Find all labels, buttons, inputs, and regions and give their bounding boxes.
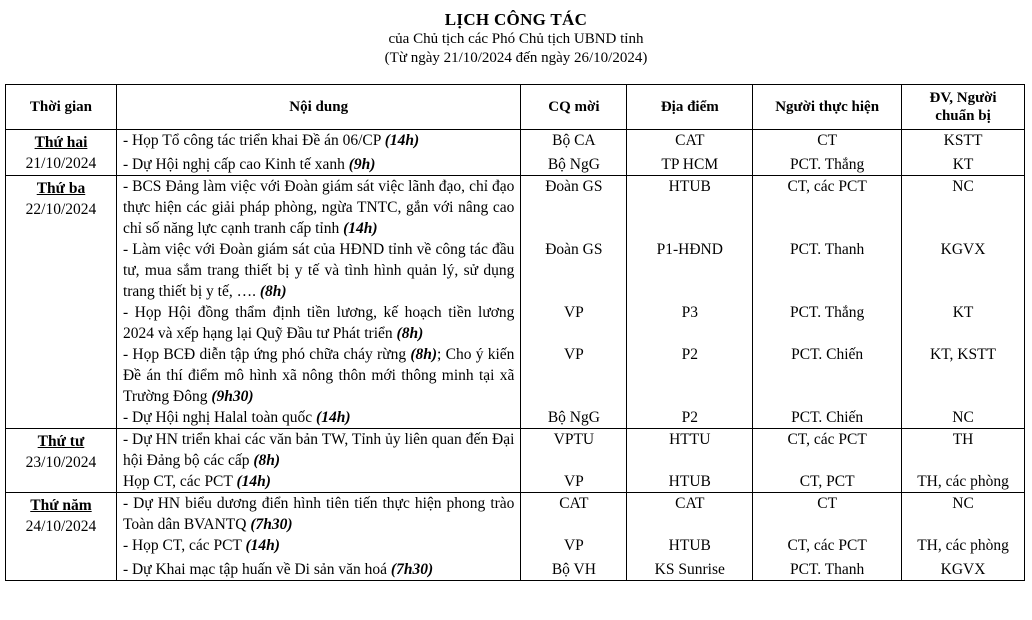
item-text: - Dự HN biểu dương điển hình tiên tiến thực hiện phong trào Toàn dân BVANTQ [122,495,515,533]
item-time: (8h) [253,452,281,469]
item-time: (14h) [245,537,280,554]
location-cell [627,493,753,581]
item-text-2: ; Cho ý kiến Đề án thí điểm mô hình xã nông thôn mới thông minh tại xã Trường Đông [122,346,515,405]
item-location: P3 [681,304,698,321]
item-text: - Dự Khai mạc tập huấn về Di sản văn hoá [122,561,391,578]
item-inviter: Bộ CA [552,132,596,149]
prep-cell [902,176,1025,429]
item-text: - BCS Đảng làm việc với Đoàn giám sát việc lãnh đạo, chỉ đạo thực hiện các giải pháp phòng, ngừa TNTC, gắn với nâng cao chỉ số năng lực cạnh tranh cấp tỉnh [122,178,515,237]
content-cell [116,493,520,581]
day-name: Thứ năm [30,497,92,514]
item-location: HTUB [668,537,711,554]
item-text: - Họp BCĐ diễn tập ứng phó chữa cháy rừng [122,346,411,363]
item-prep: NC [952,409,974,426]
item-text: - Họp Hội đồng thẩm định tiền lương, kế hoạch tiền lương 2024 và xếp hạng lại Quỹ Đầu tư Phát triển [122,304,515,342]
item-text: - Dự Hội nghị Halal toàn quốc [122,409,317,426]
location-cell [627,176,753,429]
item-prep: TH, các phòng [917,537,1009,554]
item-prep: TH [952,431,974,448]
inviter-cell [521,429,627,493]
inviter-cell [521,176,627,429]
document-subtitle: của Chủ tịch các Phó Chủ tịch UBND tỉnh [388,31,644,47]
day-date: 21/10/2024 [25,155,97,172]
document-date-range: (Từ ngày 21/10/2024 đến ngày 26/10/2024) [384,50,648,66]
item-location: CAT [675,495,705,512]
item-location: P2 [681,409,698,426]
inviter-cell [521,493,627,581]
day-cell [6,429,117,493]
item-location: CAT [675,132,705,149]
item-executor: CT, các PCT [787,537,867,554]
item-location: P1-HĐND [656,241,723,258]
item-inviter: VP [563,537,584,554]
item-prep: KGVX [940,561,986,578]
item-prep: TH, các phòng [917,473,1009,490]
item-inviter: Bộ NgG [547,156,600,173]
item-prep: KT [952,304,974,321]
content-cell [116,429,520,493]
col-header-inviter: CQ mời [521,85,627,130]
schedule-item [123,535,514,559]
item-location: KS Sunrise [654,561,725,578]
item-text: - Làm việc với Đoàn giám sát của HĐND tỉnh về công tác đầu tư, mua sắm trang thiết bị y tế và tình hình quản lý, sử dụng trang thiết bị y tế, …. [122,241,515,300]
item-location: HTUB [668,178,711,195]
item-executor: CT, các PCT [787,178,867,195]
item-time: (7h30) [250,516,293,533]
schedule-item [123,559,514,580]
item-executor: PCT. Thắng [789,304,865,321]
item-prep: NC [952,495,974,512]
day-cell [6,130,117,176]
document-title: LỊCH CÔNG TÁC [444,10,588,29]
item-time: (8h) [259,283,287,300]
item-inviter: VP [563,473,584,490]
item-time: (14h) [316,409,351,426]
item-inviter: VP [563,346,584,363]
item-text: - Họp Tổ công tác triển khai Đề án 06/CP [122,132,385,149]
item-prep: KGVX [940,241,986,258]
schedule-item [123,344,514,407]
item-executor: PCT. Chiến [791,409,864,426]
schedule-item [123,407,514,428]
item-executor: PCT. Thanh [789,241,865,258]
item-prep: KT, KSTT [930,346,997,363]
item-time: (14h) [236,473,271,490]
schedule-item [123,429,514,471]
item-time: (9h) [348,156,376,173]
document-header [0,0,1032,68]
schedule-item [123,302,514,344]
table-row [6,493,1025,581]
executor-cell [753,493,902,581]
item-inviter: Đoàn GS [545,241,603,258]
col-header-location: Địa điểm [627,85,753,130]
item-location: HTUB [668,473,711,490]
location-cell [627,130,753,176]
item-text: - Họp CT, các PCT [122,537,246,554]
col-header-content: Nội dung [116,85,520,130]
col-header-time: Thời gian [6,85,117,130]
content-cell [116,176,520,429]
item-executor: CT [817,495,838,512]
col-header-executor: Người thực hiện [753,85,902,130]
item-time-2: (9h30) [211,388,254,405]
item-executor: CT, các PCT [787,431,867,448]
item-executor: CT, PCT [799,473,855,490]
table-row [6,429,1025,493]
item-text: Họp CT, các PCT [122,473,237,490]
day-date: 24/10/2024 [25,518,97,535]
item-text: - Dự Hội nghị cấp cao Kinh tế xanh [122,156,349,173]
col-header-prep: ĐV, Người chuẩn bị [902,85,1025,130]
item-time: (14h) [384,132,420,149]
item-location: TP HCM [661,156,719,173]
inviter-cell [521,130,627,176]
item-executor: PCT. Thanh [789,561,865,578]
item-inviter: Bộ VH [551,561,596,578]
day-date: 22/10/2024 [25,201,97,218]
item-executor: PCT. Thắng [789,156,865,173]
item-inviter: VP [563,304,584,321]
item-executor: CT [817,132,838,149]
table-row [6,176,1025,429]
item-prep: NC [952,178,974,195]
day-name: Thứ tư [37,433,85,450]
item-inviter: Đoàn GS [545,178,603,195]
executor-cell [753,130,902,176]
item-location: HTTU [669,431,711,448]
item-inviter: VPTU [553,431,595,448]
prep-cell [902,130,1025,176]
schedule-item [123,239,514,302]
schedule-item [123,471,514,492]
item-text: - Dự HN triển khai các văn bản TW, Tỉnh ủy liên quan đến Đại hội Đảng bộ các cấp [122,431,515,469]
item-prep: KSTT [943,132,983,149]
day-name: Thứ hai [34,134,88,151]
item-prep: KT [952,156,974,173]
content-cell [116,130,520,176]
table-row [6,130,1025,176]
executor-cell [753,429,902,493]
executor-cell [753,176,902,429]
item-time: (8h) [396,325,424,342]
item-inviter: CAT [559,495,589,512]
schedule-item [123,493,514,535]
item-location: P2 [681,346,698,363]
item-time: (14h) [343,220,378,237]
day-name: Thứ ba [36,180,86,197]
location-cell [627,429,753,493]
day-cell [6,176,117,429]
prep-cell [902,429,1025,493]
item-executor: PCT. Chiến [791,346,864,363]
prep-cell [902,493,1025,581]
table-header-row [6,85,1025,130]
schedule-item [123,130,514,154]
schedule-table [5,84,1025,581]
schedule-item [123,176,514,239]
schedule-item [123,154,514,175]
item-time: (7h30) [390,561,434,578]
item-time: (8h) [410,346,438,363]
item-inviter: Bộ NgG [547,409,600,426]
day-cell [6,493,117,581]
day-date: 23/10/2024 [25,454,97,471]
